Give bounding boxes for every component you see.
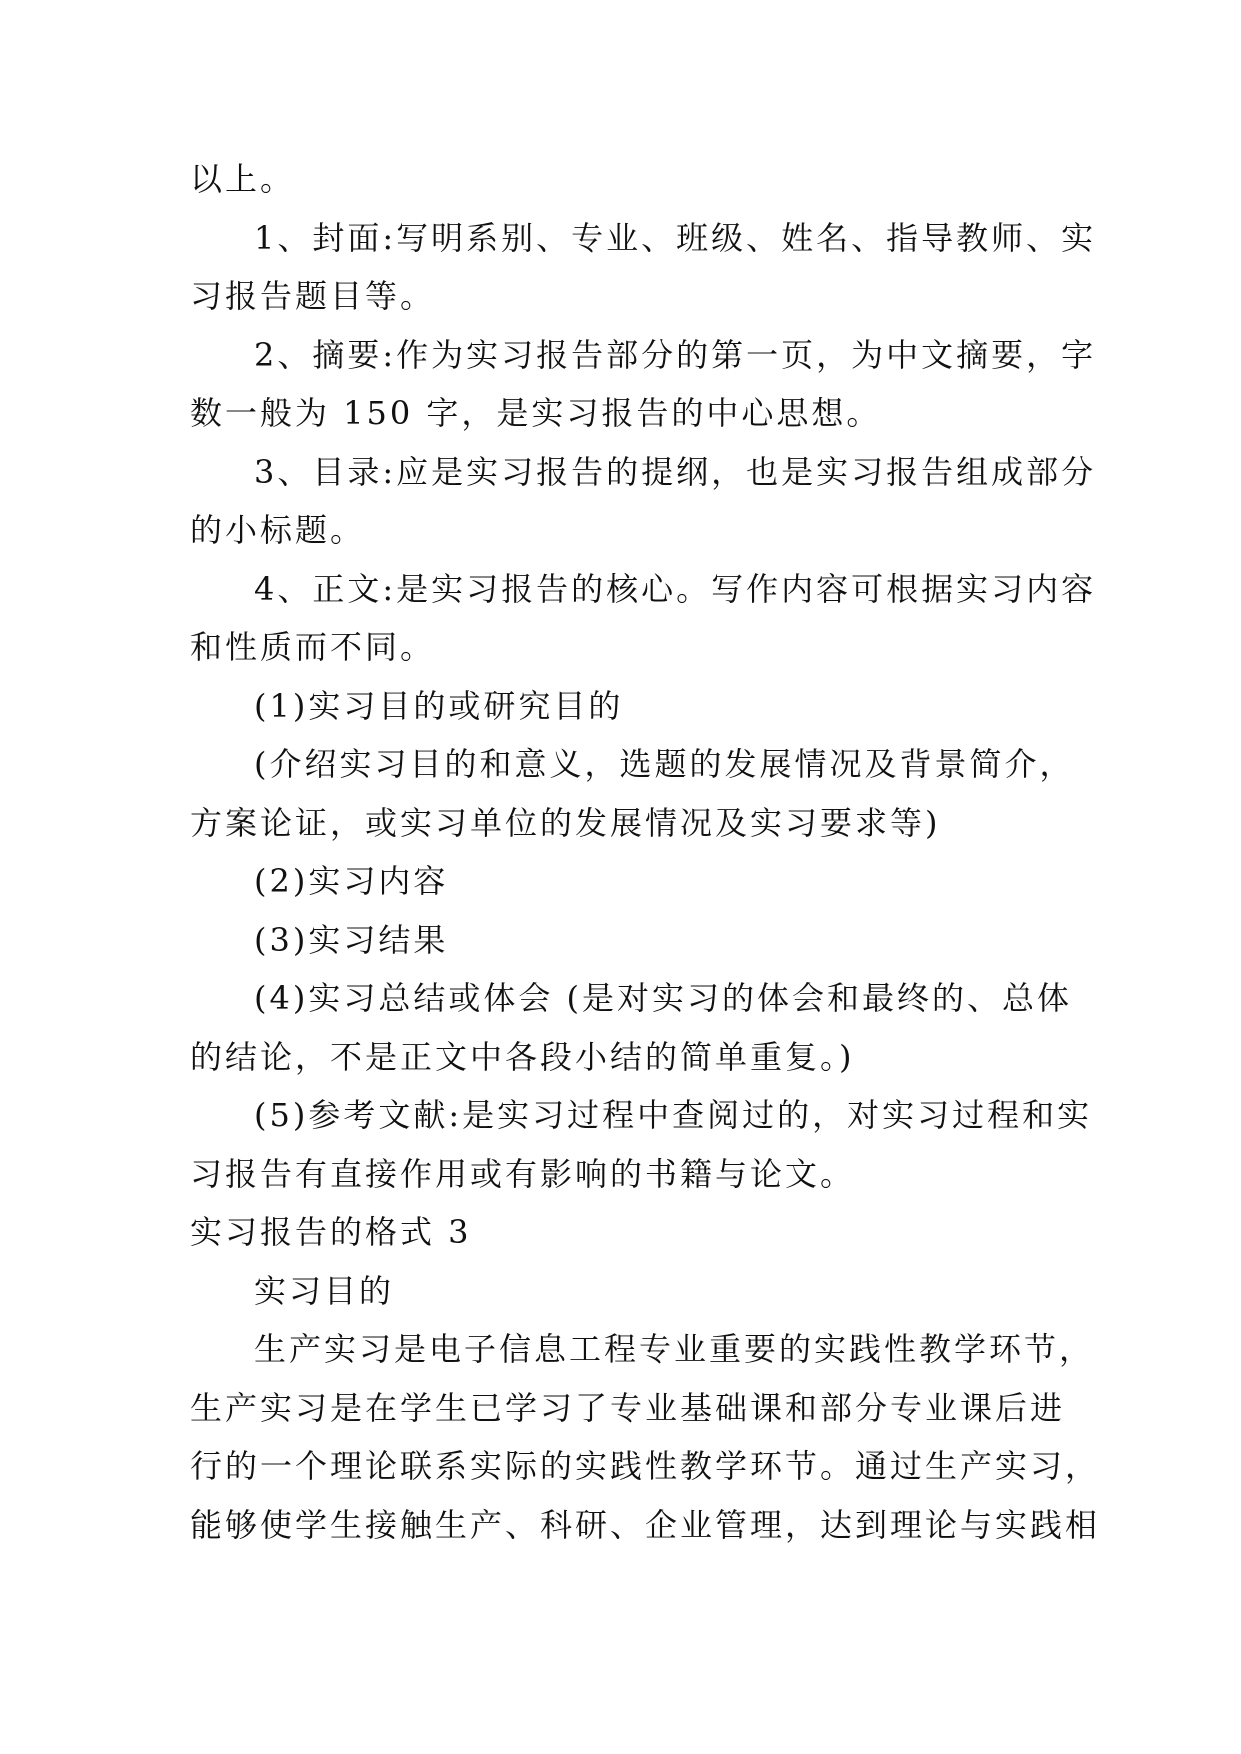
body-text bbox=[190, 150, 1101, 1554]
paragraph-line: 4、正文:是实习报告的核心。写作内容可根据实习内容 bbox=[254, 569, 1097, 608]
paragraph-line: 方案论证，或实习单位的发展情况及实习要求等) bbox=[190, 803, 941, 842]
paragraph-line: 数一般为 150 字，是实习报告的中心思想。 bbox=[190, 394, 882, 432]
list-item: (5)参考文献:是实习过程中查阅过的，对实习过程和实 bbox=[254, 1096, 1093, 1134]
paragraph-line: 习报告有直接作用或有影响的书籍与论文。 bbox=[190, 1154, 856, 1193]
paragraph-line: (介绍实习目的和意义，选题的发展情况及背景简介， bbox=[254, 745, 1075, 783]
paragraph-line: 2、摘要:作为实习报告部分的第一页，为中文摘要，字 bbox=[254, 335, 1097, 374]
paragraph-line: 1、封面:写明系别、专业、班级、姓名、指导教师、实 bbox=[254, 218, 1097, 257]
list-item: (1)实习目的或研究目的 bbox=[254, 686, 624, 725]
paragraph-line: 的结论，不是正文中各段小结的简单重复。) bbox=[190, 1037, 855, 1076]
section-heading: 实习报告的格式 3 bbox=[190, 1213, 472, 1251]
list-item: (2)实习内容 bbox=[254, 862, 449, 900]
paragraph-line: 生产实习是电子信息工程专业重要的实践性教学环节， bbox=[254, 1330, 1095, 1368]
list-item: (3)实习结果 bbox=[254, 920, 449, 959]
paragraph-line: 行的一个理论联系实际的实践性教学环节。通过生产实习， bbox=[190, 1447, 1101, 1485]
paragraph-line: 生产实习是在学生已学习了专业基础课和部分专业课后进 bbox=[190, 1388, 1066, 1427]
paragraph-line: 3、目录:应是实习报告的提纲，也是实习报告组成部分 bbox=[254, 452, 1097, 491]
paragraph-line: 和性质而不同。 bbox=[190, 628, 436, 666]
paragraph-line: 以上。 bbox=[190, 160, 296, 198]
paragraph-line: 的小标题。 bbox=[190, 511, 366, 549]
list-item: (4)实习总结或体会 (是对实习的体会和最终的、总体 bbox=[254, 979, 1072, 1017]
paragraph-line: 能够使学生接触生产、科研、企业管理，达到理论与实践相 bbox=[190, 1505, 1101, 1544]
subsection-heading: 实习目的 bbox=[254, 1271, 395, 1310]
paragraph-line: 习报告题目等。 bbox=[190, 277, 436, 315]
